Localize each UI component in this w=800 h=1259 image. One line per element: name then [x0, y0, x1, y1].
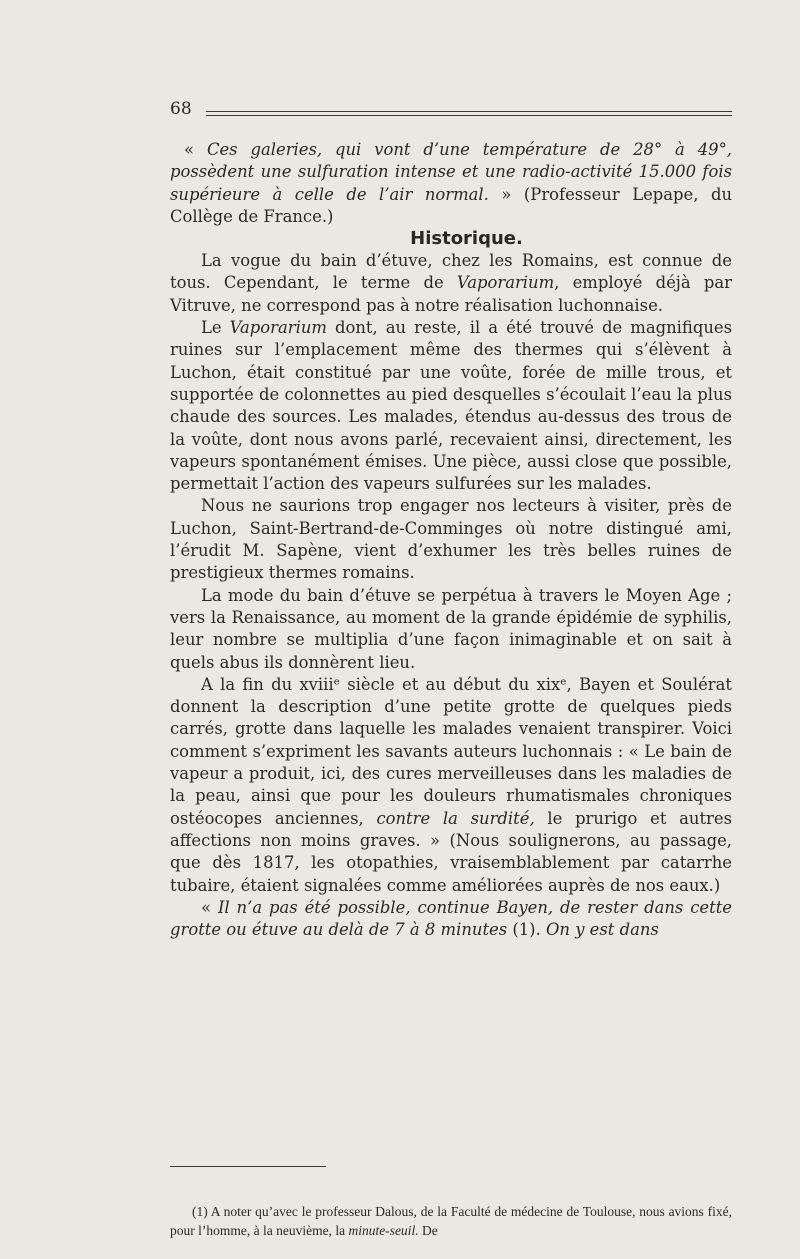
paragraph: « Il n’a pas été possible, continue Bayen, de rester dans cette grotte ou étuve au delà de 7 à 8 minutes (1). On y est dans: [170, 897, 732, 940]
footnote: (1) A noter qu’avec le professeur Dalous, de la Faculté de médecine de Toulouse, nous avions fixé, pour l’homme, à la neuvième, la minute-seuil. De: [170, 1203, 732, 1238]
body-text: [170, 139, 732, 941]
header-rule: [206, 111, 732, 112]
paragraph: A la fin du xviiiᵉ siècle et au début du xixᵉ, Bayen et Soulérat donnent la description d’une petite grotte de quelques pieds carrés, grotte dans laquelle les malades venaient transpirer. Voici comment s’expriment les savants auteurs luchonnais : « Le bain de vapeur a produit, ici, des cures merveilleuses dans les maladies de la peau, ainsi que pour les douleurs rhumatismales chroniques ostéocopes anciennes, contre la surdité, le prurigo et autres affections non moins graves. » (Nous soulignerons, au passage, que dès 1817, les otopathies, vraisemblablement par catarrhe tubaire, étaient signalées comme améliorées auprès de nos eaux.): [170, 674, 732, 895]
paragraph: La mode du bain d’étuve se perpétua à travers le Moyen Age ; vers la Renaissance, au moment de la grande épidémie de syphilis, leur nombre se multiplia d’une façon inimaginable et on sait à quels abus ils donnèrent lieu.: [170, 585, 732, 672]
paragraph: Le Vaporarium dont, au reste, il a été trouvé de magnifiques ruines sur l’emplacement même des thermes qui s’élèvent à Luchon, était constitué par une voûte, forée de mille trous, et supportée de colonnettes au pied desquelles s’écoulait l’eau la plus chaude des sources. Les malades, étendus au-dessus des trous de la voûte, dont nous avons parlé, recevaient ainsi, directement, les vapeurs spontanément émises. Une pièce, aussi close que possible, permettait l’action des vapeurs sulfurées sur les malades.: [170, 318, 732, 494]
opening-quote: « Ces galeries, qui vont d’une température de 28° à 49°, possèdent une sulfuration intense et une radio-activité 15.000 fois supérieure à celle de l’air normal. » (Professeur Lepape, du Collège de France.): [170, 140, 732, 226]
paragraph: La vogue du bain d’étuve, chez les Romains, est connue de tous. Cependant, le terme de Vaporarium, employé déjà par Vitruve, ne correspond pas à notre réalisation luchonnaise.: [170, 251, 732, 315]
footnote-separator: [170, 1166, 326, 1167]
section-heading: Historique.: [410, 228, 523, 250]
header-rule-double: [206, 115, 732, 116]
page-number: 68: [170, 99, 192, 119]
page-header: [170, 99, 732, 119]
paragraph: Nous ne saurions trop engager nos lecteurs à visiter, près de Luchon, Saint-Bertrand-de-Comminges où notre distingué ami, l’érudit M. Sapène, vient d’exhumer les très belles ruines de prestigieux thermes romains.: [170, 496, 732, 583]
